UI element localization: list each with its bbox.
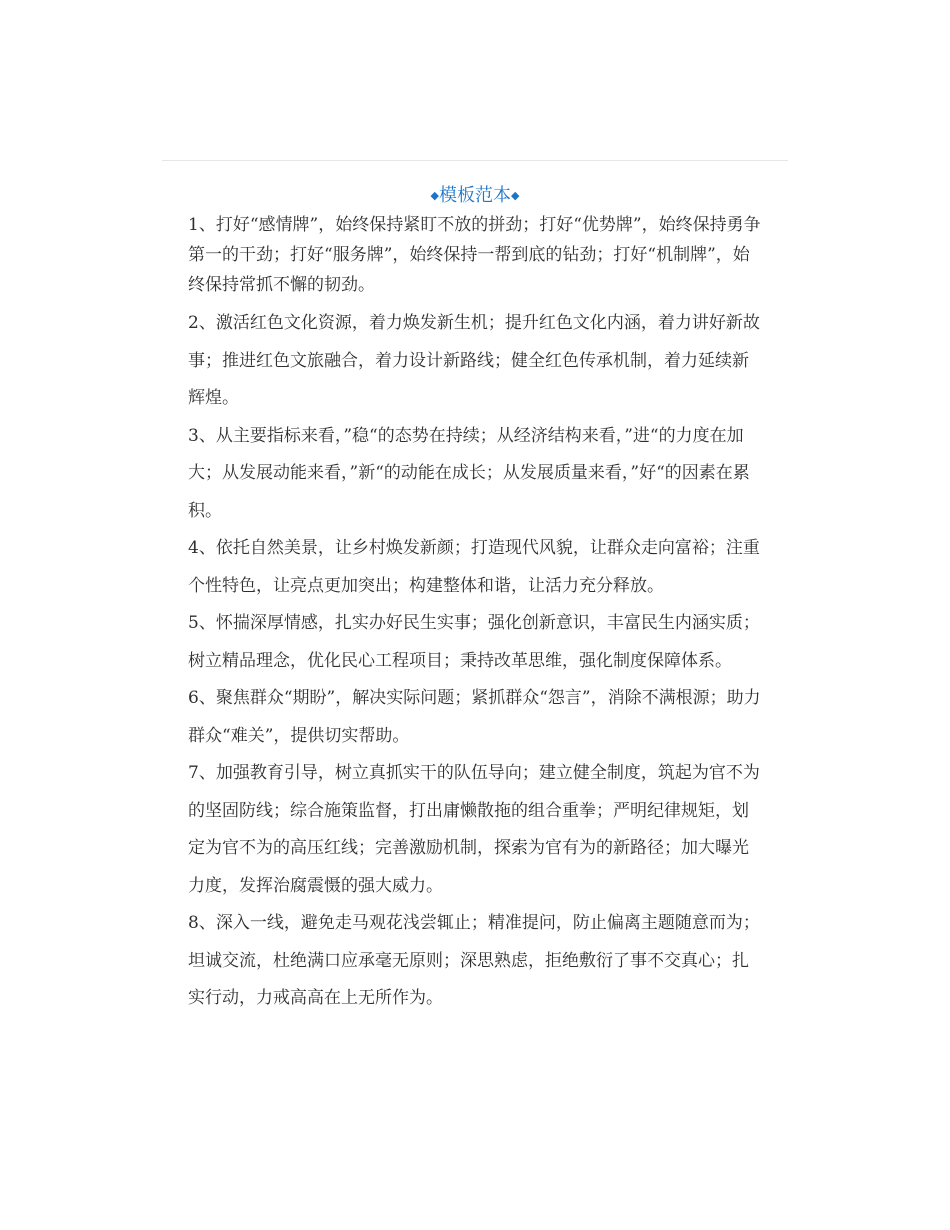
paragraph-3: 3、从主要指标来看，”稳“的态势在持续；从经济结构来看，”进“的力度在加大；从发展动能来看，”新“的动能在成长；从发展质量来看，”好“的因素在累积。 xyxy=(188,425,750,521)
paragraph-7: 7、加强教育引导，树立真抓实干的队伍导向；建立健全制度，筑起为官不为的坚固防线；综合施策监督，打出庸懒散拖的组合重拳；严明纪律规矩，划定为官不为的高压红线；完善激励机制，探索为官有为的新路径；加大曝光力度，发挥治腐震慑的强大威力。 xyxy=(188,763,760,896)
paragraph-5: 5、怀揣深厚情感，扎实办好民生实事；强化创新意识，丰富民生内涵实质；树立精品理念，优化民心工程项目；秉持改革思维，强化制度保障体系。 xyxy=(188,613,760,671)
title-text: 模板范本 xyxy=(439,185,511,206)
paragraph-4: 4、依托自然美景，让乡村焕发新颜；打造现代风貌，让群众走向富裕；注重个性特色，让亮点更加突出；构建整体和谐，让活力充分释放。 xyxy=(188,538,760,596)
title-diamond-left-icon: ◆ xyxy=(430,189,439,202)
document-title xyxy=(0,182,950,210)
paragraph-6: 6、聚焦群众“期盼”，解决实际问题；紧抓群众“怨言”，消除不满根源；助力群众“难关”，提供切实帮助。 xyxy=(188,688,761,746)
paragraph-1: 1、打好“感情牌”，始终保持紧盯不放的拼劲；打好“优势牌”，始终保持勇争第一的干劲；打好“服务牌”，始终保持一帮到底的钻劲；打好“机制牌”，始终保持常抓不懈的韧劲。 xyxy=(188,215,761,295)
top-divider xyxy=(162,160,788,161)
paragraph-8: 8、深入一线，避免走马观花浅尝辄止；精准提问，防止偏离主题随意而为；坦诚交流，杜绝满口应承毫无原则；深思熟虑，拒绝敷衍了事不交真心；扎实行动，力戒高高在上无所作为。 xyxy=(188,913,760,1008)
document-body xyxy=(188,210,762,1018)
paragraph-2: 2、激活红色文化资源，着力焕发新生机；提升红色文化内涵，着力讲好新故事；推进红色文旅融合，着力设计新路线；健全红色传承机制，着力延续新辉煌。 xyxy=(188,313,760,408)
title-diamond-right-icon: ◆ xyxy=(511,189,520,202)
